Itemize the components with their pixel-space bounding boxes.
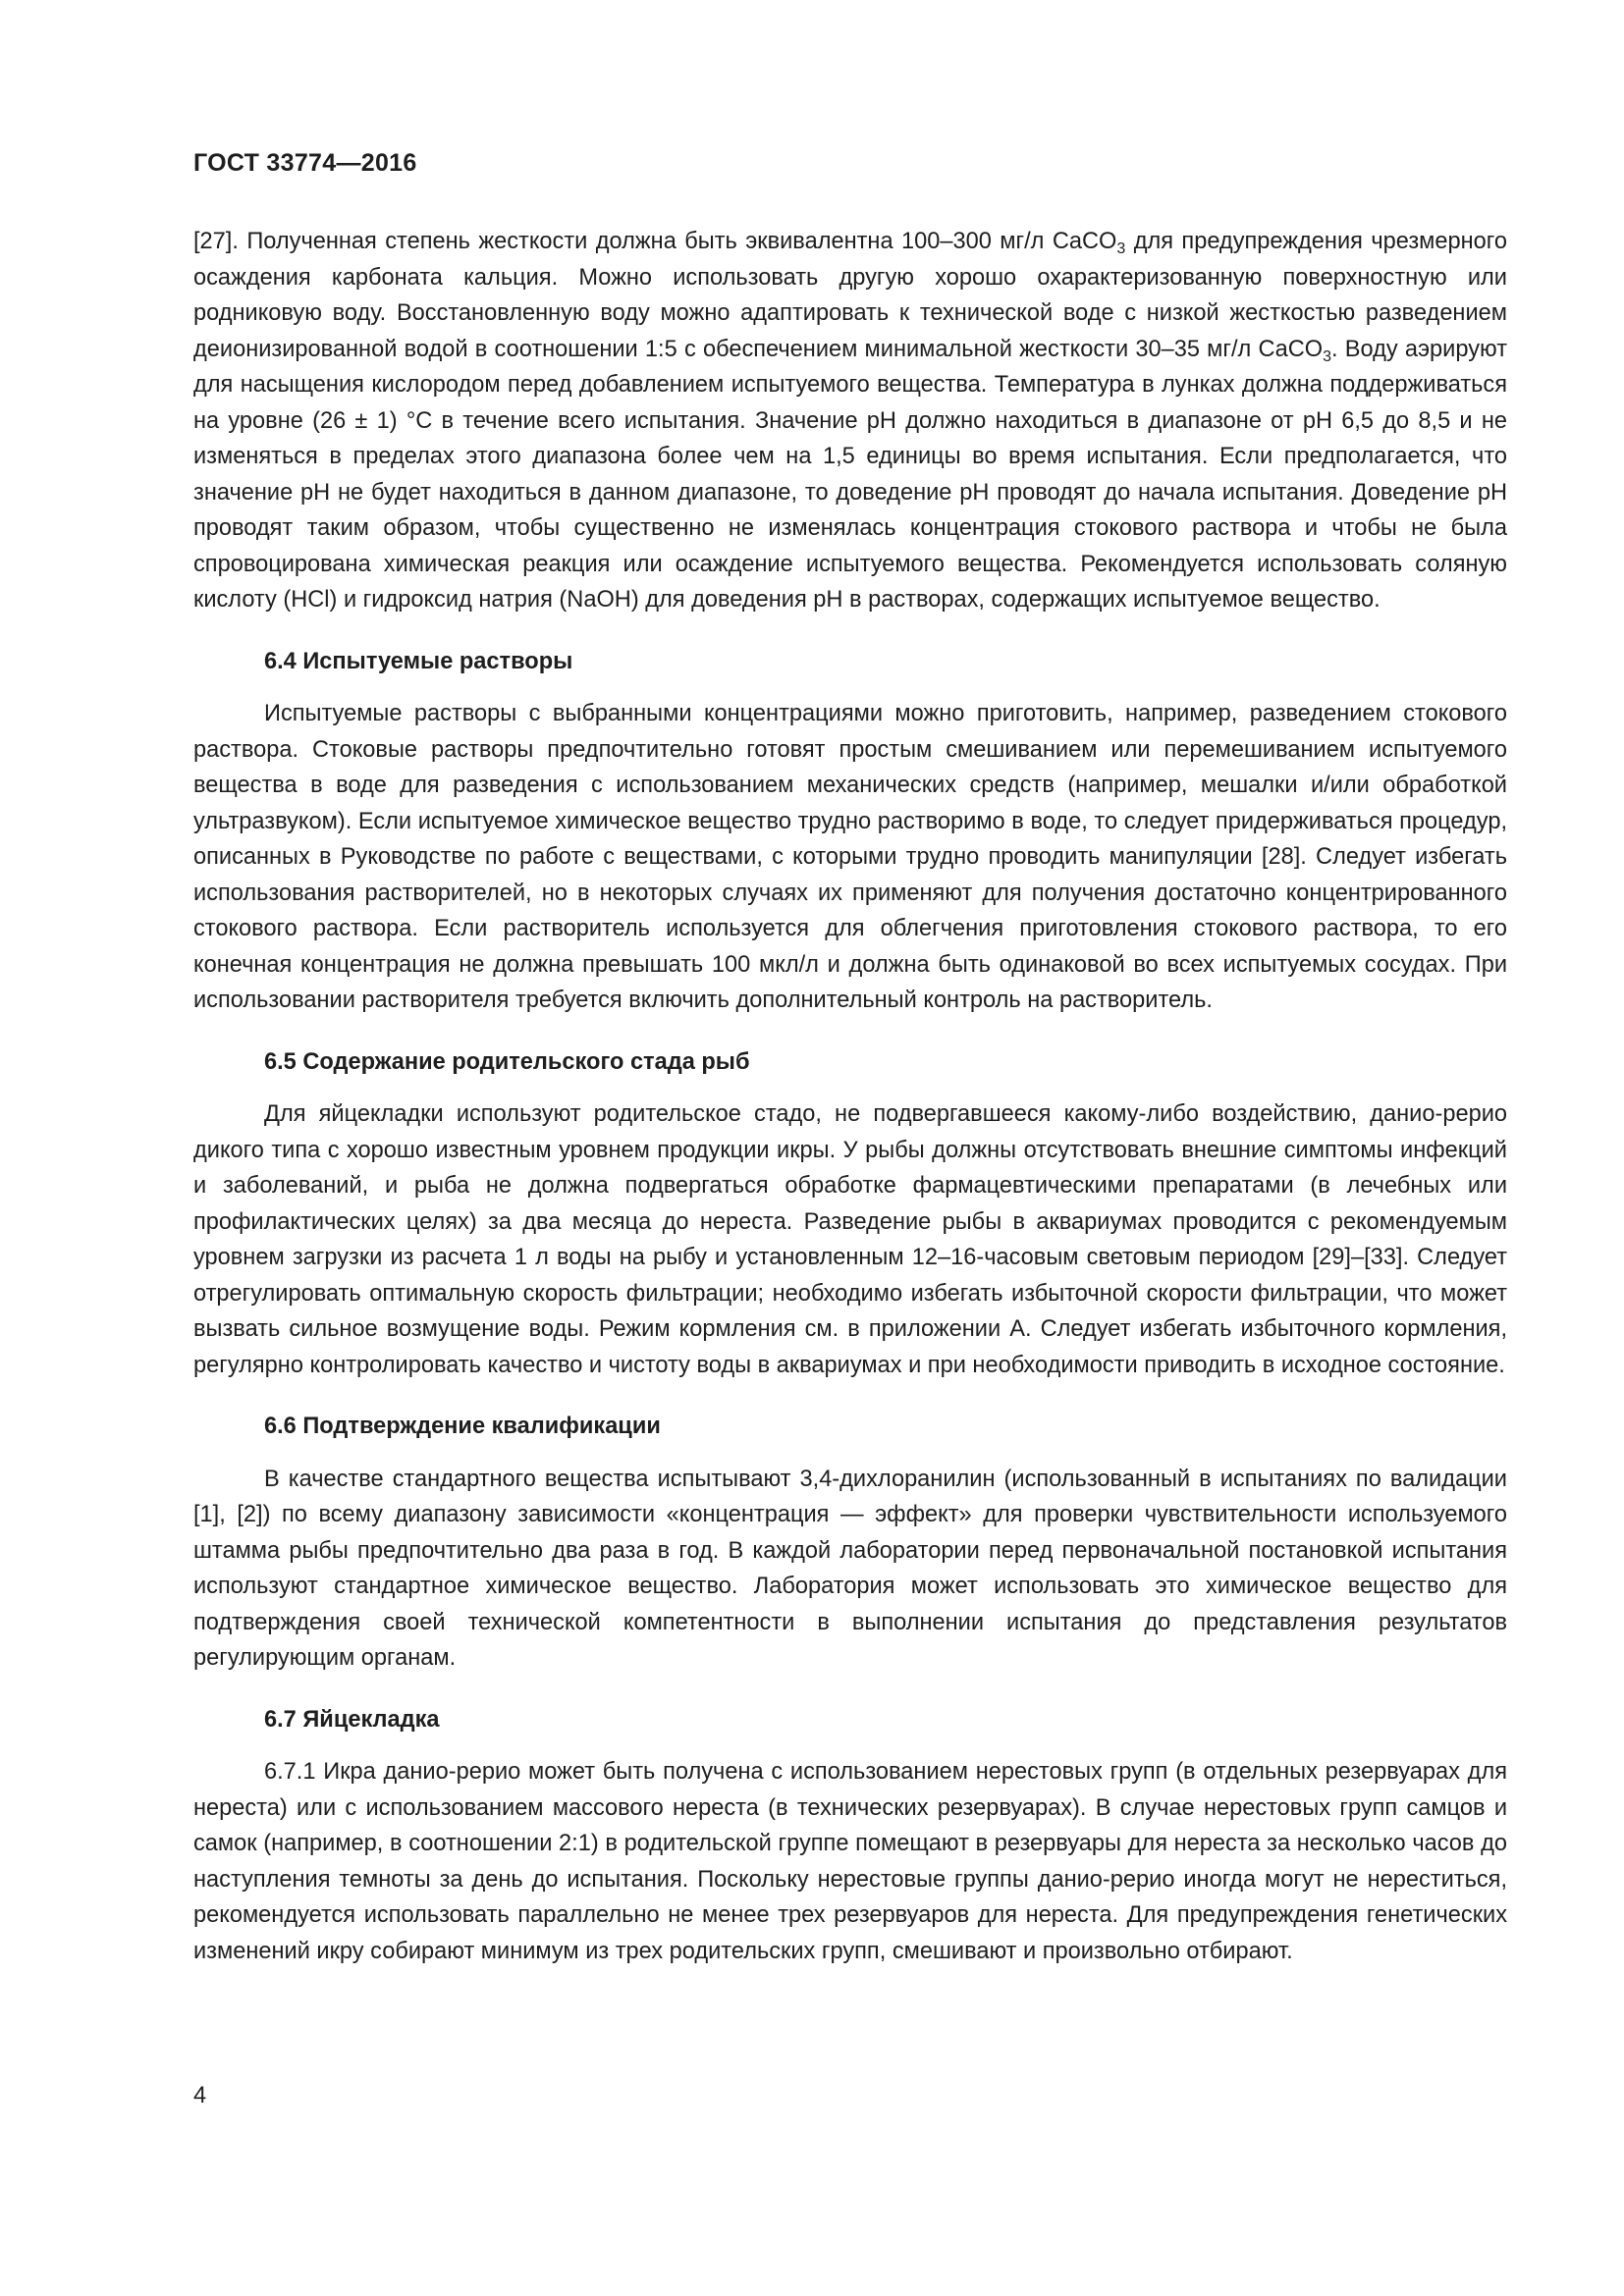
section-text-6-5: Для яйцекладки используют родительское стадо, не подвергавшееся какому-либо воздействию, данио-рерио дикого типа с хорошо известным уровнем продукции икры. У рыбы должны отсутствовать внешние симптомы инфекций и заболеваний, и рыба не должна подвергаться обработке фармацевтическими препаратами (в лечебных или профилактических целях) за два месяца до нереста. Разведение рыбы в аквариумах проводится с рекомендуемым уровнем загрузки из расчета 1 л воды на рыбу и установленным 12–16-часовым световым периодом [29]–[33]. Следует отрегулировать оптимальную скорость фильтрации; необходимо избегать избыточной скорости фильтрации, что может вызвать сильное возмущение воды. Режим кормления см. в приложении А. Следует избегать избыточного кормления, регулярно контролировать качество и чистоту воды в аквариумах и при необходимости приводить в исходное состояние. <box>193 1101 1507 1378</box>
document-body <box>193 224 1507 1969</box>
section-text-6-6: В качестве стандартного вещества испытывают 3,4-дихлоранилин (использованный в испытаниях по валидации [1], [2]) по всему диапазону зависимости «концентрация — эффект» для проверки чувствительности используемого штамма рыбы предпочтительно два раза в год. В каждой лаборатории перед первоначальной постановкой испытания используют стандартное химическое вещество. Лаборатория может использовать это химическое вещество для подтверждения своей технической компетентности в выполнении испытания до представления результатов регулирующим органам. <box>193 1466 1507 1671</box>
section-text-6-7-1: 6.7.1 Икра данио-рерио может быть получена с использованием нерестовых групп (в отдельных резервуарах для нереста) или с использованием массового нереста (в технических резервуарах). В случае нерестовых групп самцов и самок (например, в соотношении 2:1) в родительской группе помещают в резервуары для нереста за несколько часов до наступления темноты за день до испытания. Поскольку нерестовые группы данио-рерио иногда могут не нереститься, рекомендуется использовать параллельно не менее трех резервуаров для нереста. Для предупреждения генетических изменений икру собирают минимум из трех родительских групп, смешивают и произвольно отбирают. <box>193 1759 1507 1964</box>
page-number: 4 <box>193 2083 207 2109</box>
intro-paragraph <box>193 224 1507 618</box>
intro-text-part-1: [27]. Полученная степень жесткости должна быть эквивалентна 100–300 мг/л CaCO <box>193 229 1117 254</box>
intro-text-part-2: для предупреждения чрезмерного осаждения карбоната кальция. Можно использовать другую хорошо охарактеризованную поверхностную или родниковую воду. Восстановленную воду можно адаптировать к технической воде с низкой жесткостью разведением деионизированной водой в соотношении 1:5 с обеспечением минимальной жесткости 30–35 мг/л CaCO <box>193 229 1507 362</box>
section-text-6-4: Испытуемые растворы с выбранными концентрациями можно приготовить, например, разведением стокового раствора. Стоковые растворы предпочтительно готовят простым смешиванием или перемешиванием испытуемого вещества в воде для разведения с использованием механических средств (например, мешалки и/или обработкой ультразвуком). Если испытуемое химическое вещество трудно растворимо в воде, то следует придерживаться процедур, описанных в Руководстве по работе с веществами, с которыми трудно проводить манипуляции [28]. Следует избегать использования растворителей, но в некоторых случаях их применяют для получения достаточно концентрированного стокового раствора. Если растворитель используется для облегчения приготовления стокового раствора, то его конечная концентрация не должна превышать 100 мкл/л и должна быть одинаковой во всех испытуемых сосудах. При использовании растворителя требуется включить дополнительный контроль на растворитель. <box>193 701 1507 1013</box>
intro-text-part-3: . Воду аэрируют для насыщения кислородом перед добавлением испытуемого вещества. Температура в лунках должна поддерживаться на уровне (26 ± 1) °С в течение всего испытания. Значение pH должно находиться в диапазоне от pH 6,5 до 8,5 и не изменяться в пределах этого диапазона более чем на 1,5 единицы во время испытания. Если предполагается, что значение pH не будет находиться в данном диапазоне, то доведение pH проводят до начала испытания. Доведение pH проводят таким образом, чтобы существенно не изменялась концентрация стокового раствора и чтобы не была спровоцирована химическая реакция или осаждение испытуемого вещества. Рекомендуется использовать соляную кислоту (HCl) и гидроксид натрия (NaOH) для доведения pH в растворах, содержащих испытуемое вещество. <box>193 336 1507 613</box>
document-header: ГОСТ 33774—2016 <box>193 149 417 177</box>
section-heading-6-7: 6.7 Яйцекладка <box>264 1706 440 1733</box>
section-heading-6-5: 6.5 Содержание родительского стада рыб <box>264 1048 750 1075</box>
intro-subscript-2: 3 <box>1323 347 1331 365</box>
section-heading-6-6: 6.6 Подтверждение квалификации <box>264 1414 661 1439</box>
section-heading-6-4: 6.4 Испытуемые растворы <box>264 648 573 674</box>
intro-subscript-1: 3 <box>1116 240 1126 257</box>
